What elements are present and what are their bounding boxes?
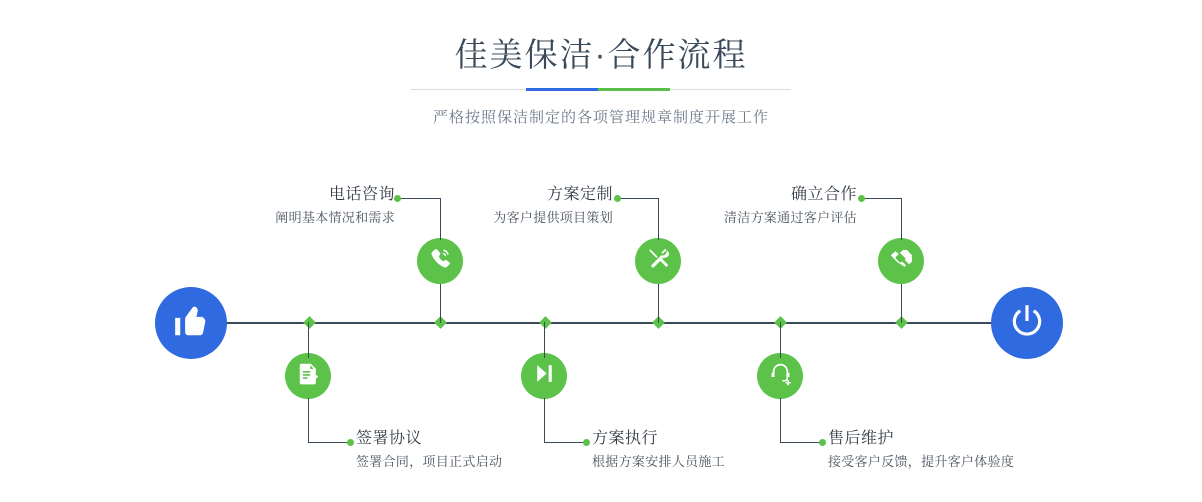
step-2-icon-circle: [285, 353, 331, 399]
step-4-desc: 根据方案安排人员施工: [592, 454, 726, 469]
customer-service-icon: [768, 361, 793, 391]
step-5-desc: 清洁方案通过客户评估: [723, 210, 857, 225]
step-3-label: [375, 184, 613, 228]
step-1-icon-circle: [417, 238, 463, 284]
page-subtitle: 严格按照保洁制定的各项管理规章制度开展工作: [432, 109, 769, 126]
step-4-title: 方案执行: [592, 430, 659, 447]
step-2-desc: 签署合同，项目正式启动: [356, 454, 503, 469]
step-4-connector-vertical: [544, 322, 545, 358]
step-6-desc: 接受客户反馈，提升客户体验度: [828, 454, 1015, 469]
title-divider: [411, 88, 791, 92]
axis-marker-3: [539, 316, 552, 329]
divider-accent-green: [598, 88, 670, 91]
axis-marker-1: [303, 316, 316, 329]
step-2-endpoint-dot: [347, 439, 354, 446]
start-node: [155, 287, 227, 359]
step-6-connector-vertical: [780, 322, 781, 358]
step-6-endpoint-dot: [819, 439, 826, 446]
step-3-desc: 为客户提供项目策划: [493, 210, 613, 225]
step-1-connector-vertical: [440, 284, 441, 323]
step-5-connector-horizontal: [862, 198, 902, 199]
step-6-connector-horizontal: [780, 442, 822, 443]
step-6-icon-circle: [757, 353, 803, 399]
step-6-connector-stem: [780, 398, 781, 442]
step-4-label: [592, 428, 852, 472]
step-5-connector-stem: [901, 198, 902, 240]
power-icon: [1008, 302, 1046, 345]
step-3-connector-vertical: [658, 284, 659, 323]
step-5-connector-vertical: [901, 284, 902, 323]
end-node: [991, 287, 1063, 359]
tools-icon: [646, 246, 671, 276]
timeline-axis: [155, 322, 1048, 324]
handshake-icon: [889, 246, 914, 276]
step-5-title: 确立合作: [790, 186, 857, 203]
step-4-icon-circle: [521, 353, 567, 399]
step-2-title: 签署协议: [356, 430, 423, 447]
step-1-title: 电话咨询: [328, 186, 395, 203]
document-edit-icon: [296, 361, 321, 391]
step-2-connector-horizontal: [308, 442, 350, 443]
step-2-connector-stem: [308, 398, 309, 442]
divider-accent-blue: [526, 88, 598, 91]
timeline: [0, 160, 1202, 502]
step-6-title: 售后维护: [828, 430, 895, 447]
step-5-icon-circle: [878, 238, 924, 284]
step-2-connector-vertical: [308, 322, 309, 358]
step-2-label: [356, 428, 616, 472]
step-3-title: 方案定制: [546, 186, 613, 203]
step-4-endpoint-dot: [583, 439, 590, 446]
thumbs-up-icon: [172, 302, 210, 345]
page-title: 佳美保洁·合作流程: [454, 36, 748, 73]
step-5-label: [620, 184, 857, 228]
step-3-icon-circle: [635, 238, 681, 284]
play-forward-icon: [532, 361, 557, 391]
step-6-label: [828, 428, 1108, 472]
header: [0, 32, 1202, 127]
step-4-connector-horizontal: [544, 442, 586, 443]
step-5-endpoint-dot: [858, 195, 865, 202]
step-1-desc: 阐明基本情况和需求: [275, 210, 395, 225]
phone-call-icon: [428, 246, 453, 276]
step-1-label: [155, 184, 395, 228]
step-4-connector-stem: [544, 398, 545, 442]
